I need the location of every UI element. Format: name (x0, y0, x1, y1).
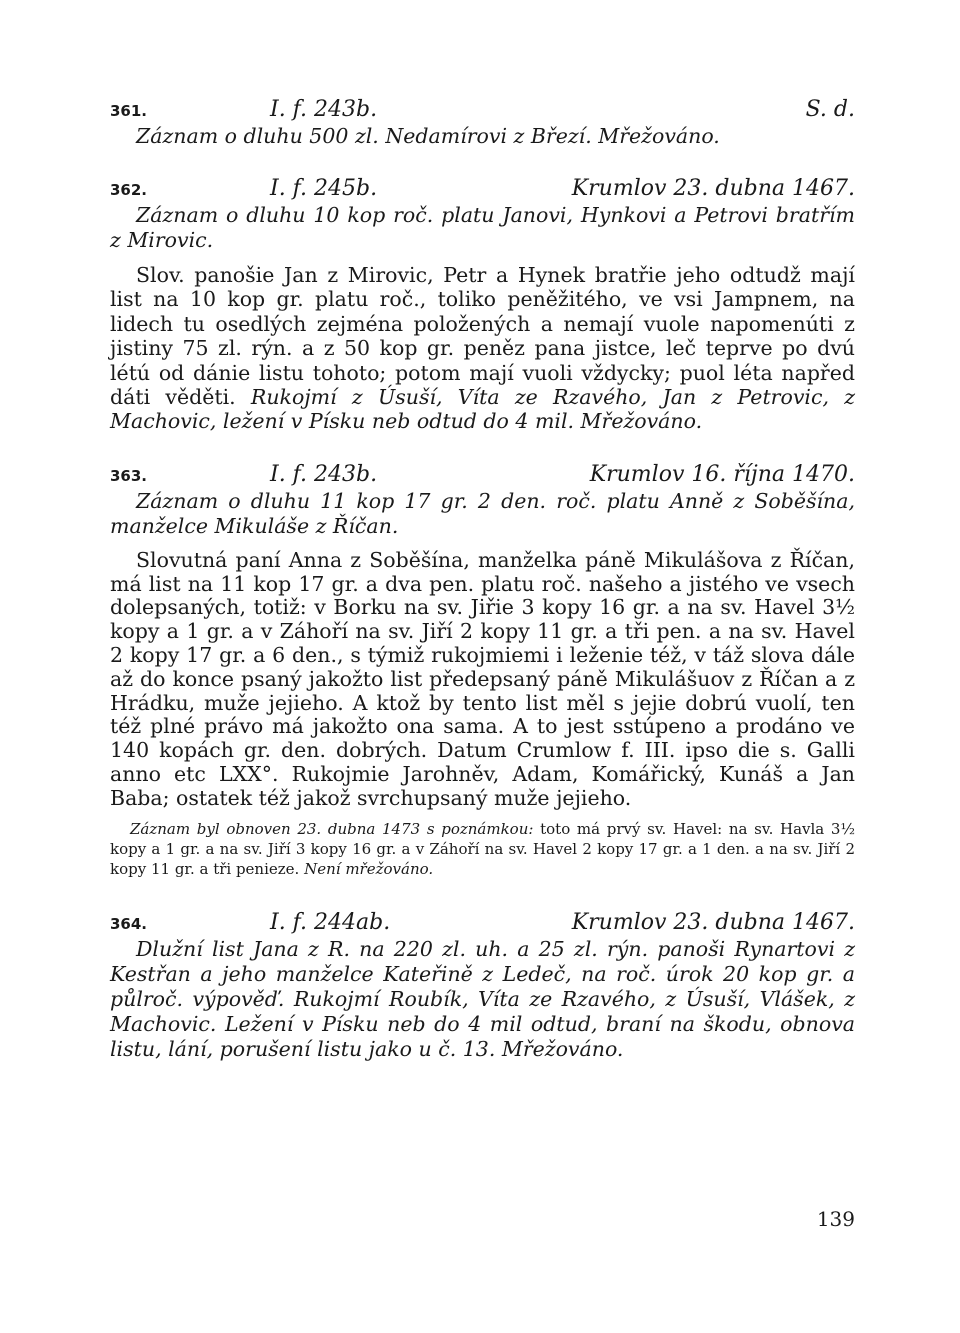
entry-362 (110, 175, 855, 434)
place-date: Krumlov 23. dubna 1467. (571, 909, 855, 935)
entry-361 (110, 96, 855, 149)
entry-364 (110, 909, 855, 1062)
note-text: toto má prvý sv. Havel: na sv. Havla 3½ kopy a 1 gr. a na sv. Jiří 3 kopy 16 gr. a v Záhoří na sv. Havel 2 kopy 17 gr. a 1 den. a na sv. Jiří 2 kopy 11 gr. a tři penieze. (110, 819, 856, 878)
entry-header (110, 461, 855, 489)
entry-number: 363. (110, 466, 148, 485)
entry-363 (110, 461, 855, 879)
entry-header (110, 175, 855, 203)
place-date: Krumlov 23. dubna 1467. (571, 176, 855, 201)
folio-reference: I. f. 245b. (270, 176, 378, 201)
entry-summary: Záznam o dluhu 11 kop 17 gr. 2 den. roč. platu Anně z Soběšína, manželce Mikuláše z Říčan. (110, 488, 855, 538)
entry-summary: Dlužní list Jana z R. na 220 zl. uh. a 25 zl. rýn. panoši Rynartovi z Kestřan a jeho manželce Kateřině z Ledeč, na roč. úrok 20 kop gr. a půlroč. výpověď. Rukojmí Roubík, Víta ze Rzavého, z Úsuší, Vlášek, z Machovic. Ležení v Písku neb do 4 mil odtud, braní na škodu, obnova listu, lání, porušení listu jako u č. 13. Mřežováno. (110, 936, 855, 1061)
entry-number: 364. (110, 914, 148, 933)
page-number: 139 (816, 1207, 855, 1231)
entry-note (110, 819, 855, 879)
folio-reference: I. f. 243b. (270, 97, 378, 122)
entry-header (110, 96, 855, 124)
entry-text: Slovutná paní Anna z Soběšína, manželka páně Mikulášova z Říčan, má list na 11 kop 17 gr. a dva pen. platu roč. našeho a jistého ve vsech dolepsaných, totiž: v Borku na sv. Jiřie 3 kopy 16 gr. a na sv. Havel 3½ kopy a 1 gr. a v Záhoří na sv. Jiří 2 kopy 11 gr. a tři pen. a na sv. Havel 2 kopy 17 gr. a 6 den., s týmiž rukojmiemi i leženie též, v táž slova dále až do konce psaný jakožto list předepsaný páně Mikulášuov z Říčan a z Hrádku, muže jejieho. A ktož by tento list měl s jejie dobrú vuolí, ten též plné právo má jakožto ona sama. A to jest sstúpeno a prodáno ve 140 kopách gr. den. dobrých. Datum Crumlow f. III. ipso die s. Galli anno etc LXX°. Rukojmie Jarohněv, Adam, Komářický, Kunáš a Jan Baba; ostatek též jakož svrchupsaný muže jejieho. (110, 547, 855, 810)
entry-number: 362. (110, 181, 148, 199)
place-date: Krumlov 16. října 1470. (589, 461, 855, 487)
entry-number: 361. (110, 102, 148, 120)
note-italic: Záznam byl obnoven 23. dubna 1473 s poznámkou: (130, 819, 534, 838)
entry-summary: Záznam o dluhu 10 kop roč. platu Janovi, Hynkovi a Petrovi bratřím z Mirovic. (110, 203, 855, 252)
entry-header (110, 909, 855, 937)
folio-reference: I. f. 243b. (270, 461, 378, 487)
entry-text-italic: Rukojmí z Úsuší, Víta ze Rzavého, Jan z Petrovic, z Machovic, ležení v Písku neb odtud do 4 mil. Mřežováno. (110, 385, 855, 434)
entry-text-plain: Slov. panošie Jan z Mirovic, Petr a Hynek bratřie jeho odtudž mají list na 10 kop gr. platu roč., toliko peněžitého, ve vsi Jampnem, na lidech tu osedlých zejména položených a nemají vuole napomenúti z jistiny 75 zl. rýn. a z 50 kop gr. peněz pana jistce, leč teprve po dvú létú od dánie listu tohoto; potom mají vuoli vždycky; puol léta napřed dáti věděti. (110, 263, 855, 410)
place-date: S. d. (805, 97, 855, 122)
entry-text (110, 263, 855, 434)
note-italic-end: Není mřežováno. (304, 859, 434, 878)
entry-summary: Záznam o dluhu 500 zl. Nedamírovi z Březí. Mřežováno. (136, 124, 720, 148)
document-page (110, 96, 855, 1062)
folio-reference: I. f. 244ab. (270, 909, 391, 935)
